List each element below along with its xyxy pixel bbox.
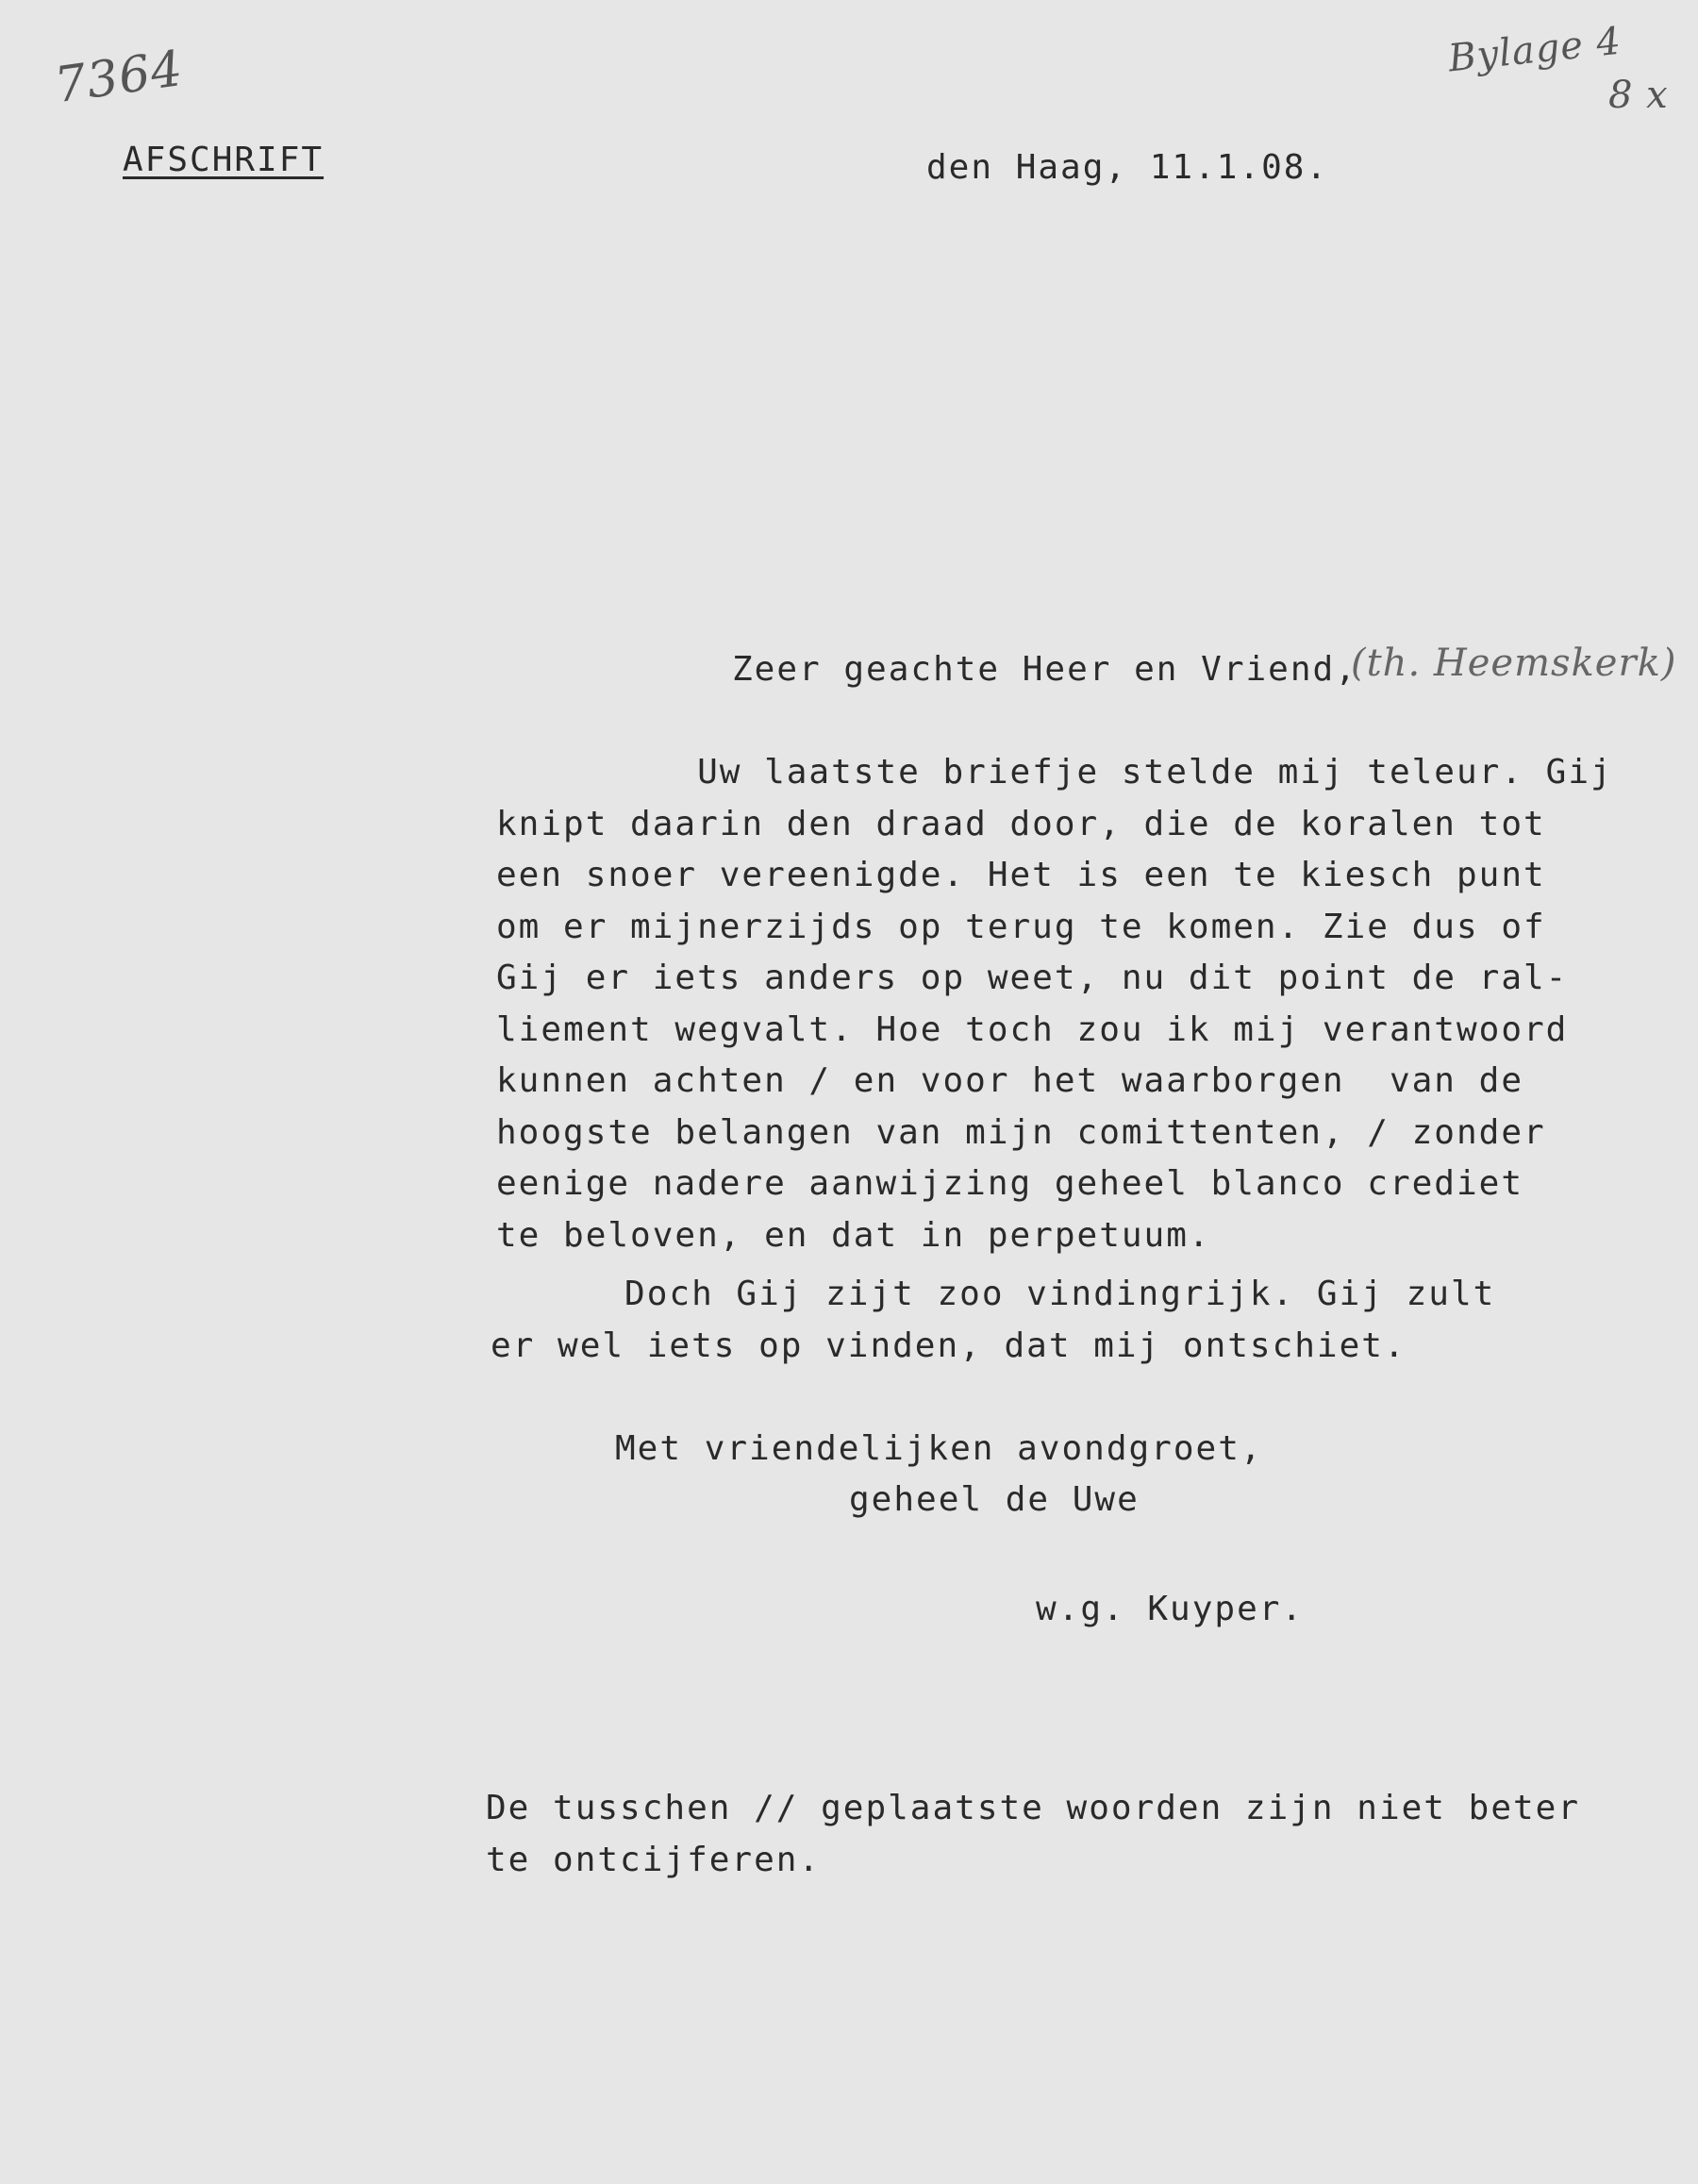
copy-stamp: AFSCHRIFT xyxy=(123,141,325,179)
text-line: hoogste belangen van mijn comittenten, / zonder xyxy=(496,1112,1546,1152)
text-line: er wel iets op vinden, dat mij ontschiet. xyxy=(491,1325,1407,1365)
text-line: te ontcijferen. xyxy=(486,1840,822,1879)
closing-line: geheel de Uwe xyxy=(849,1480,1140,1519)
place-date: den Haag, 11.1.08. xyxy=(926,148,1329,187)
text-line: De tusschen // geplaatste woorden zijn niet beter xyxy=(486,1789,1581,1827)
signature: w.g. Kuyper. xyxy=(1036,1590,1305,1628)
body-paragraph-2 xyxy=(491,1269,1495,1372)
recipient-note: (th. Heemskerk) xyxy=(1351,642,1677,685)
body-paragraph-1 xyxy=(496,747,1613,1261)
text-line: Doch Gij zijt zoo vindingrijk. Gij zult xyxy=(491,1275,1496,1313)
salutation: Zeer geachte Heer en Vriend, xyxy=(732,650,1357,689)
text-line: liement wegvalt. Hoe toch zou ik mij verantwoord xyxy=(496,1009,1569,1049)
text-line: Gij er iets anders op weet, nu dit point de ral- xyxy=(496,959,1569,997)
footnote xyxy=(486,1783,1580,1886)
page-mark: 8 x xyxy=(1608,74,1669,117)
text-line: knipt daarin den draad door, die de koralen tot xyxy=(496,804,1546,843)
text-line: kunnen achten / en voor het waarborgen van de xyxy=(496,1061,1523,1100)
text-line: een snoer vereenigde. Het is een te kiesch punt xyxy=(496,856,1546,894)
text-line: Uw laatste briefje stelde mij teleur. Gij xyxy=(496,753,1613,792)
text-line: om er mijnerzijds op terug te komen. Zie dus of xyxy=(496,907,1546,946)
archive-number: 7364 xyxy=(51,40,187,115)
annex-note: Bylage 4 xyxy=(1446,19,1623,81)
closing-greeting: Met vriendelijken avondgroet, xyxy=(615,1429,1263,1468)
text-line: te beloven, en dat in perpetuum. xyxy=(496,1215,1211,1255)
text-line: eenige nadere aanwijzing geheel blanco crediet xyxy=(496,1164,1523,1203)
